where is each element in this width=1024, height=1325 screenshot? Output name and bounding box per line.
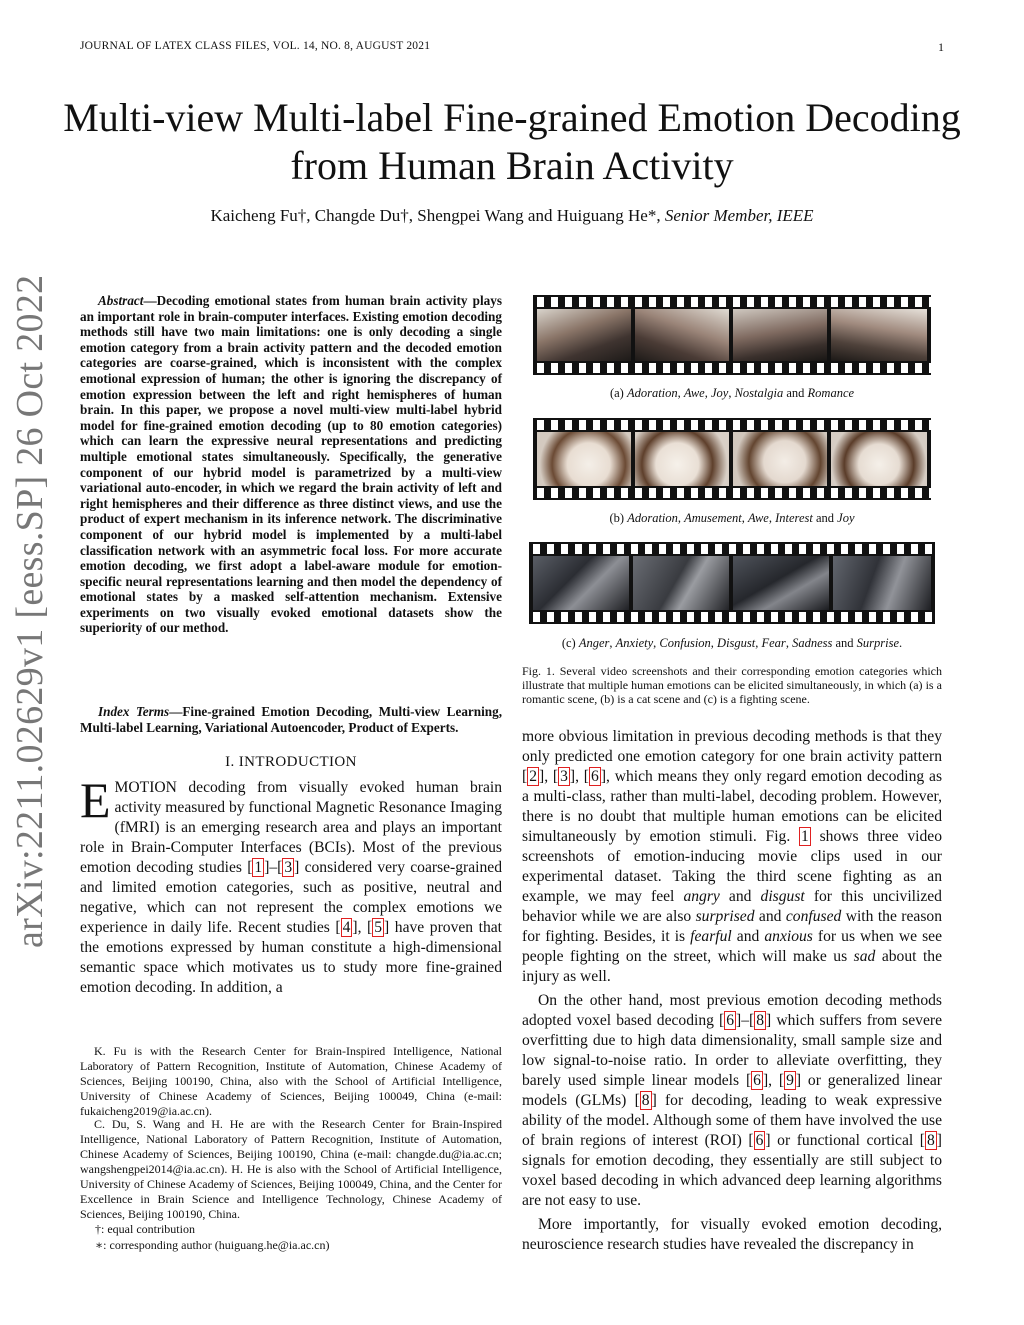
text-run: and	[754, 908, 786, 925]
text-run: or functional cortical	[770, 1132, 920, 1149]
caption-part: and	[812, 511, 838, 525]
caption-part: ,	[609, 636, 616, 650]
figure-subcaption-c	[522, 636, 942, 651]
caption-part: ,	[677, 386, 684, 400]
emotion-label: Interest	[775, 511, 813, 525]
emotion-label: Joy	[837, 511, 855, 525]
author-line	[60, 206, 964, 226]
emotion-label: Anxiety	[615, 636, 654, 650]
index-terms	[80, 704, 502, 735]
emphasis: disgust	[760, 888, 805, 905]
emphasis: angry	[683, 888, 720, 905]
index-terms-text: —Fine-grained Emotion Decoding, Multi-view Learning, Multi-label Learning, Variational Autoencoder, Product of Experts.	[80, 704, 502, 735]
paragraph: On the other hand, most previous emotion decoding methods adopted voxel based decoding [ 6 ]–[ 8 ] which suffers from severe overfitting due to high data dimensionality, small sample size and low signal-to-noise ratio. In order to alleviate overfitting, they barely used simple linear models [ 6 ], [ 9 ] or generalized linear models (GLMs) [ 8 ] for decoding, leading to weak expressive ability of the model. Although some of them have involved the use of brain regions of interest (ROI) [ 6 ] or functional cortical [ 8 ] signals for emotion decoding, they essentially are still subject to voxel based decoding in which advanced deep learning algorithms are not easy to use.	[522, 992, 942, 1209]
citation-link[interactable]: 5	[374, 919, 383, 936]
caption-part: ,	[677, 511, 685, 525]
caption-part: ,	[741, 511, 749, 525]
citation-link[interactable]: 8	[756, 1012, 765, 1029]
text-run: shows three video screenshots of emotion-inducing movie clips used in our experimental dataset. Taking the third scene fighting as an example, we may feel	[522, 828, 942, 905]
abstract-label: Abstract	[98, 293, 144, 308]
emphasis: confused	[785, 908, 842, 925]
arxiv-stamp: arXiv:2211.02629v1 [eess.SP] 26 Oct 2022	[9, 274, 51, 948]
emotion-label: Joy	[710, 386, 729, 400]
citation-link[interactable]: 8	[927, 1132, 935, 1149]
video-frame	[533, 556, 629, 610]
emphasis: surprised	[695, 908, 755, 925]
footnote-affiliation-du-wang-he: C. Du, S. Wang and H. He are with the Research Center for Brain-Inspired Intelligence, National Laboratory of Pattern Recognition, Institute of Automation, Chinese Academy of Sciences, Beijing 100190, China (e-mail: changde.du@ia.ac.cn; wangshengpei2014@ia.ac.cn). H. He is also with the School of Artificial Intelligence, University of Chinese Academy of Sciences, Beijing 100049, China, and the Center for Excellence in Brain Science and Intelligence Technology, Chinese Academy of Sciences, Beijing 100190, China.	[80, 1117, 502, 1221]
caption-part: ,	[728, 386, 735, 400]
text-run: , which means they only regard emotion decoding as a multi-class, rather than multi-label, decoding problem. However, there is no doubt that multiple human emotions can be elicited simultaneously by emotion stimuli. Fig.	[522, 768, 943, 845]
caption-part: ,	[710, 636, 718, 650]
figure-1-caption: Fig. 1. Several video screenshots and their corresponding emotion categories which illustrate that multiple human emotions can be elicited simultaneously, in which (a) is a romantic scene, (b) is a cat scene and (c) is a fighting scene.	[522, 664, 942, 706]
text-run: about the injury as well.	[522, 948, 942, 985]
abstract	[80, 293, 502, 636]
film-perforation	[533, 420, 931, 430]
emotion-label: Adoration	[627, 511, 678, 525]
text-run: On the other hand, most previous emotion decoding methods adopted voxel based decoding	[522, 992, 942, 1029]
film-perforation	[533, 363, 931, 373]
emphasis: anxious	[764, 928, 813, 945]
paragraph: more obvious limitation in previous decoding methods is that they only predicted one emotion category for one brain activity pattern [ 2 ], [ 3 ], [ 6 ], which means they only regard emotion decoding as a multi-class, rather than multi-label, decoding problem. However, there is no doubt that multiple human emotions can be elicited simultaneously by emotion stimuli. Fig. 1 shows three video screenshots of emotion-inducing movie clips used in our experimental dataset. Taking the third scene fighting as an example, we may feel angry and disgust for this uncivilized behavior while we are also surprised and confused with the reason for fighting. Besides, it is fearful and anxious for us when we see people fighting on the street, which will make us sad about the injury as well.	[522, 728, 943, 985]
film-perforation	[533, 297, 931, 307]
text-run: for us when we see people fighting on the street, which will make us	[522, 928, 943, 965]
author-role: Senior Member, IEEE	[664, 206, 814, 225]
video-frame	[831, 432, 927, 486]
index-terms-label: Index Terms	[98, 704, 170, 719]
emotion-label: Disgust	[717, 636, 756, 650]
emotion-label: Surprise	[856, 636, 900, 650]
caption-part: ,	[653, 636, 660, 650]
citation-link[interactable]: 2	[529, 768, 537, 785]
intro-text-1: MOTION decoding from visually evoked human brain activity measured by functional Magnetic Resonance Imaging (fMRI) is an emerging research area and plays an important role in Brain-Computer Interfaces (BCIs). Most of the previous emotion decoding studies	[80, 779, 502, 876]
text-run: and	[719, 888, 761, 905]
text-run: more obvious limitation in previous decoding methods is that they only predicted one emotion category for one brain activity pattern	[522, 728, 942, 765]
caption-part: (a)	[609, 386, 627, 400]
film-perforation	[529, 544, 935, 554]
caption-part: ,	[704, 386, 711, 400]
intro-text-2: considered very coarse-grained and limited emotion categories, such as positive, neutral and negative, which can not represent the complex emotions we experience in daily life. Recent studies	[80, 859, 502, 936]
film-perforation	[533, 488, 931, 498]
emotion-label: Romance	[807, 386, 855, 400]
emotion-label: Awe	[683, 386, 705, 400]
citation-link[interactable]: 6	[726, 1012, 735, 1029]
figure-subcaption-b	[522, 511, 942, 526]
figure-subcaption-a	[522, 386, 942, 401]
figure-link[interactable]: 1	[801, 828, 809, 845]
paper-title: Multi-view Multi-label Fine-grained Emotion Decoding from Human Brain Activity	[63, 95, 961, 188]
citation-link[interactable]: 3	[284, 859, 293, 876]
caption-part: (b)	[609, 511, 628, 525]
text-run: for decoding, leading to weak expressive ability of the model. Although some of them have involved the use of brain regions of interest (ROI)	[522, 1092, 942, 1149]
text-run: with the reason for fighting. Besides, it is	[522, 908, 943, 945]
intro-paragraph: EMOTION decoding from visually evoked human brain activity measured by functional Magnetic Resonance Imaging (fMRI) is an emerging research area and plays an important role in Brain-Computer Interfaces (BCIs). Most of the previous emotion decoding studies [ 1 ]–[ 3 ] considered very coarse-grained and limited emotion categories, such as positive, neutral and negative, which can not represent the complex emotions we experience in daily life. Recent studies [ 4 ], [ 5 ] have proven that the emotions expressed by human constitute a high-dimensional semantic space which motivates us to study more fine-grained emotion decoding. In addition, a	[80, 772, 503, 996]
video-frame	[833, 556, 931, 610]
caption-part: .	[899, 636, 903, 650]
citation-link[interactable]: 6	[753, 1072, 761, 1089]
footnote-affiliation-fu: K. Fu is with the Research Center for Brain-Inspired Intelligence, National Laboratory of Pattern Recognition, Institute of Automation, Chinese Academy of Sciences, Beijing 100190, China, also with the School of Artificial Intelligence, University of Chinese Academy of Sciences, Beijing 100049, China (e-mail: fukaicheng2019@ia.ac.cn).	[80, 1044, 502, 1118]
dropcap-letter: E	[80, 772, 111, 828]
emotion-label: Amusement	[684, 511, 742, 525]
paragraph: More importantly, for visually evoked emotion decoding, neuroscience research studies have revealed the discrepancy in	[522, 1216, 942, 1253]
citation-link[interactable]: 9	[786, 1072, 794, 1089]
citation-link[interactable]: 8	[641, 1092, 650, 1109]
emotion-label: Fear	[761, 636, 786, 650]
caption-part: and	[832, 636, 857, 650]
footnote-corresponding-author: ∗: corresponding author (huiguang.he@ia.ac.cn)	[95, 1238, 330, 1252]
emphasis: fearful	[690, 928, 732, 945]
emotion-label: Sadness	[792, 636, 833, 650]
text-run: or generalized linear models (GLMs)	[522, 1072, 942, 1109]
citation-link[interactable]: 6	[755, 1132, 764, 1149]
intro-text-3: have proven that the emotions expressed by human constitute a high-dimensional semantic space which motivates us to study more fine-grained emotion decoding. In addition, a	[80, 919, 503, 996]
caption-part: ,	[785, 636, 793, 650]
video-frame	[537, 432, 631, 486]
video-frame	[733, 432, 827, 486]
citation-link[interactable]: 6	[591, 768, 599, 785]
footnote-equal-contribution: †: equal contribution	[95, 1222, 195, 1236]
right-column-text	[522, 727, 942, 1255]
emotion-label: Anger	[578, 636, 610, 650]
video-frame	[733, 556, 829, 610]
citation-link[interactable]: 1	[254, 859, 263, 876]
abstract-text: —Decoding emotional states from human brain activity plays an important role in brain-computer interfaces. Existing emotion decoding methods still have two main limitations: one is only decoding a single emotion category from a brain activity pattern and the decoded emotion categories are coarse-grained, which is inconsistent with the complex emotional expression of human; the other is ignoring the discrepancy of emotion expression between the left and right hemispheres of human brain. In this paper, we propose a novel multi-view multi-label hybrid model for fine-grained emotion decoding (up to 80 emotion categories) which can learn the expressive neural representations and predicting multiple emotional states simultaneously. Specifically, the generative component of our hybrid model is parametrized by a multi-view variational auto-encoder, in which we regard the brain activity of left and right hemispheres and their difference as three distinct views, and use the product of expert mechanism in its inference network. The discriminative component of our hybrid model is implemented by a multi-label classification network with an asymmetric focal loss. For more accurate emotion decoding, we first adopt a label-aware module for emotion-specific neural representations learning and then model the dependency of emotional states by a masked self-attention mechanism. Extensive experiments on two visually evoked emotional datasets show the superiority of our method.	[80, 293, 502, 636]
journal-header: JOURNAL OF LATEX CLASS FILES, VOL. 14, NO. 8, AUGUST 2021	[80, 40, 431, 52]
caption-part: and	[783, 386, 808, 400]
filmstrip-cat	[533, 418, 931, 500]
caption-part: (c)	[561, 636, 579, 650]
citation-link[interactable]: 3	[560, 768, 568, 785]
text-run: signals for emotion decoding, they essentially are still subject to voxel based decoding in which advanced deep learning algorithms are not easy to use.	[522, 1152, 942, 1209]
video-frame	[635, 432, 729, 486]
video-frame	[635, 309, 729, 361]
film-perforation	[529, 612, 935, 622]
video-frame	[633, 556, 729, 610]
emotion-label: Nostalgia	[734, 386, 784, 400]
text-run: and	[731, 928, 765, 945]
caption-part: ,	[768, 511, 776, 525]
citation-link[interactable]: 4	[342, 919, 351, 936]
filmstrip-romance	[533, 295, 931, 375]
page-number: 1	[938, 40, 944, 54]
emphasis: sad	[853, 948, 876, 965]
video-frame	[831, 309, 927, 361]
text-run: for this uncivilized behavior while we are also	[522, 888, 942, 925]
caption-part: ,	[755, 636, 762, 650]
filmstrip-fighting	[529, 542, 935, 624]
emotion-label: Confusion	[659, 636, 711, 650]
video-frame	[537, 309, 631, 361]
author-names: Kaicheng Fu†, Changde Du†, Shengpei Wang and Huiguang He*,	[210, 206, 661, 225]
text-run: which suffers from severe overfitting due to high data dimensionality, small sample size and low signal-to-noise ratio. In order to alleviate overfitting, they barely used simple linear models	[522, 1012, 942, 1089]
emotion-label: Adoration	[626, 386, 678, 400]
video-frame	[733, 309, 827, 361]
emotion-label: Awe	[748, 511, 769, 525]
section-heading-introduction: I. INTRODUCTION	[225, 754, 357, 770]
